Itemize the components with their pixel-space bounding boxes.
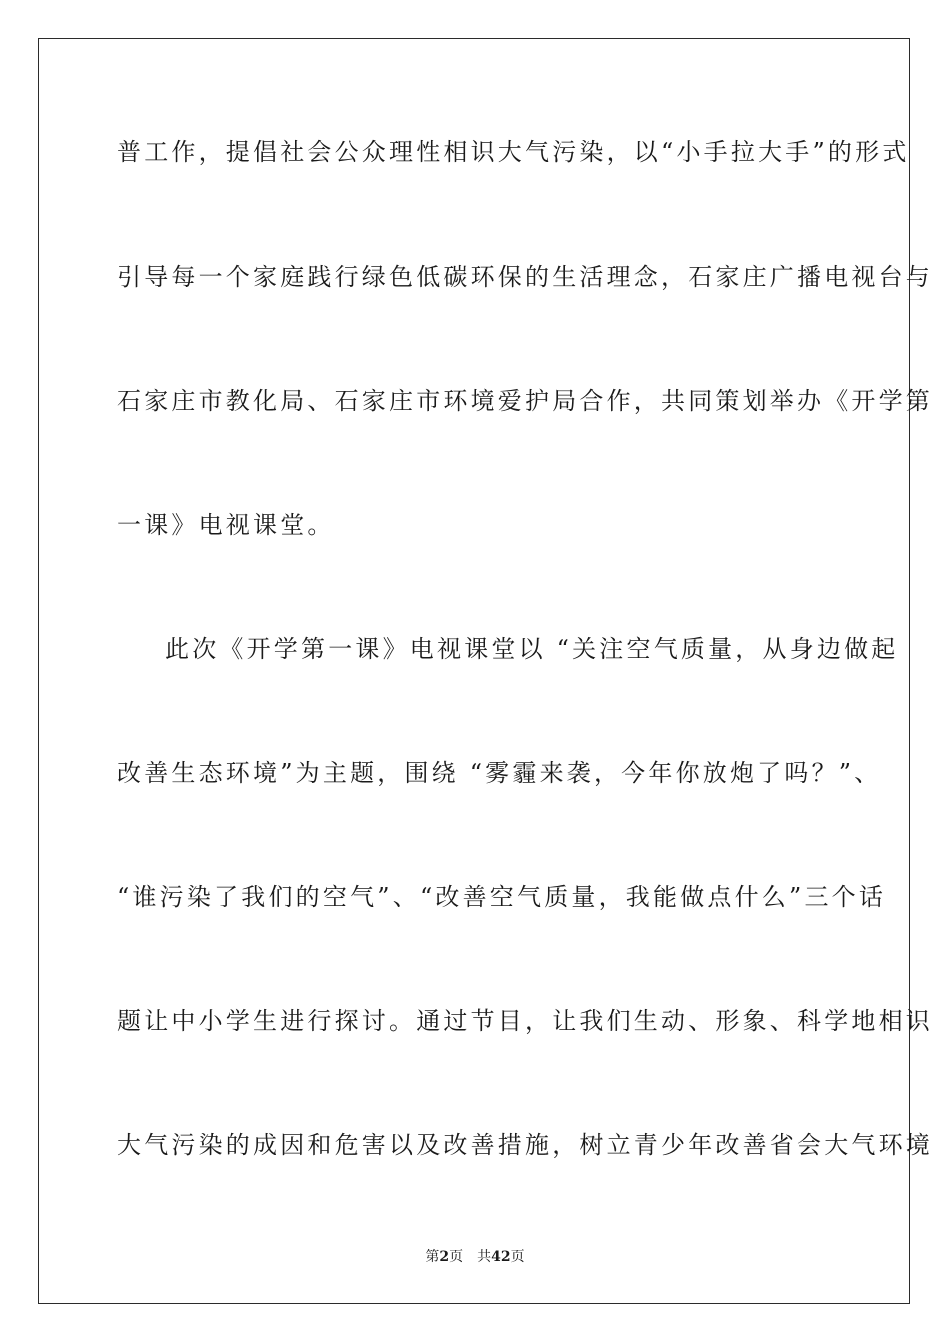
page-border [38,38,933,1304]
text-line: 引导每一个家庭践行绿色低碳环保的生活理念，石家庄广播电视台与 [117,263,933,291]
text-line: 普工作，提倡社会公众理性相识大气污染，以“小手拉大手”的形式 [117,138,910,166]
page-suffix: 页 [449,1249,464,1265]
text-line: 一课》电视课堂。 [117,511,335,539]
text-line: 石家庄市教化局、石家庄市环境爱护局合作，共同策划举办《开学第 [117,387,933,415]
page-number: 2 [439,1249,450,1265]
text-line: 改善生态环境”为主题，围绕 “雾霾来袭，今年你放炮了吗？”、 [117,759,882,787]
text-line: 题让中小学生进行探讨。通过节目，让我们生动、形象、科学地相识 [117,1007,933,1035]
text-line: 大气污染的成因和危害以及改善措施，树立青少年改善省会大气环境 [117,1131,933,1159]
page-footer [0,1248,950,1266]
text-line: “谁污染了我们的空气”、“改善空气质量，我能做点什么”三个话 [117,883,887,911]
total-pages: 42 [491,1249,511,1265]
total-suffix: 页 [510,1249,525,1265]
paragraph-first-line: 此次《开学第一课》电视课堂以 “关注空气质量，从身边做起 [165,635,899,663]
total-prefix: 共 [477,1249,492,1265]
page-prefix: 第 [425,1249,440,1265]
